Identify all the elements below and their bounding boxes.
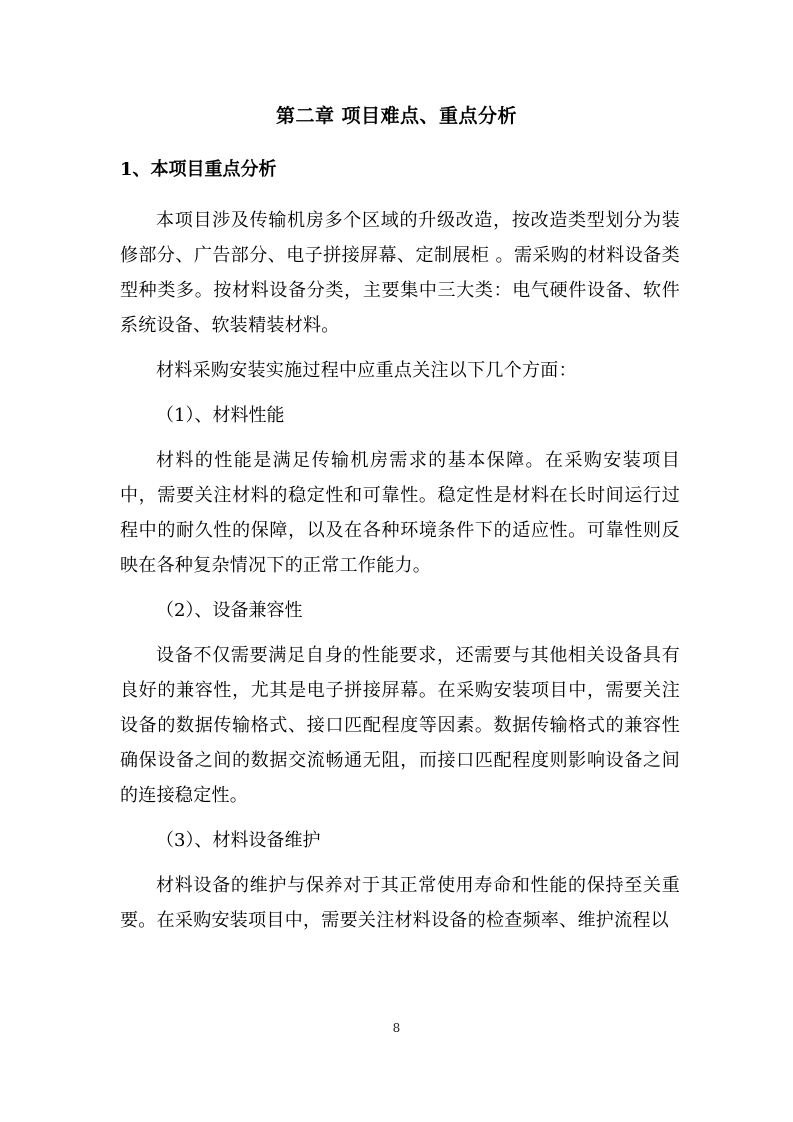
page-number: 8 <box>392 1021 401 1035</box>
chapter-title: 第二章 项目难点、重点分析 <box>275 105 518 127</box>
paragraph-intro: 本项目涉及传输机房多个区域的升级改造，按改造类型划分为装修部分、广告部分、电子拼接屏幕、定制展柜 。需采购的材料设备类型种类多。按材料设备分类，主要集中三大类：电气硬件设备、软件系统设备、软装精装材料。 <box>120 210 680 336</box>
section-body <box>120 203 680 948</box>
point-1-text: 材料的性能是满足传输机房需求的基本保障。在采购安装项目中，需要关注材料的稳定性和可靠性。稳定性是材料在长时间运行过程中的耐久性的保障，以及在各种环境条件下的适应性。可靠性则反映在各种复杂情况下的正常工作能力。 <box>120 450 680 576</box>
paragraph-focus-lead: 材料采购安装实施过程中应重点关注以下几个方面： <box>156 360 577 381</box>
section-heading: 1、本项目重点分析 <box>120 159 277 180</box>
point-2-title: （2）、设备兼容性 <box>156 600 303 621</box>
point-3-text: 材料设备的维护与保养对于其正常使用寿命和性能的保持至关重要。在采购安装项目中，需要关注材料设备的检查频率、维护流程以 <box>120 875 680 931</box>
point-2-text: 设备不仅需要满足自身的性能要求，还需要与其他相关设备具有良好的兼容性，尤其是电子拼接屏幕。在采购安装项目中，需要关注设备的数据传输格式、接口匹配程度等因素。数据传输格式的兼容性确保设备之间的数据交流畅通无阻，而接口匹配程度则影响设备之间的连接稳定性。 <box>120 645 680 806</box>
point-1-title: （1）、材料性能 <box>156 405 285 426</box>
point-3-title: （3）、材料设备维护 <box>156 830 321 851</box>
